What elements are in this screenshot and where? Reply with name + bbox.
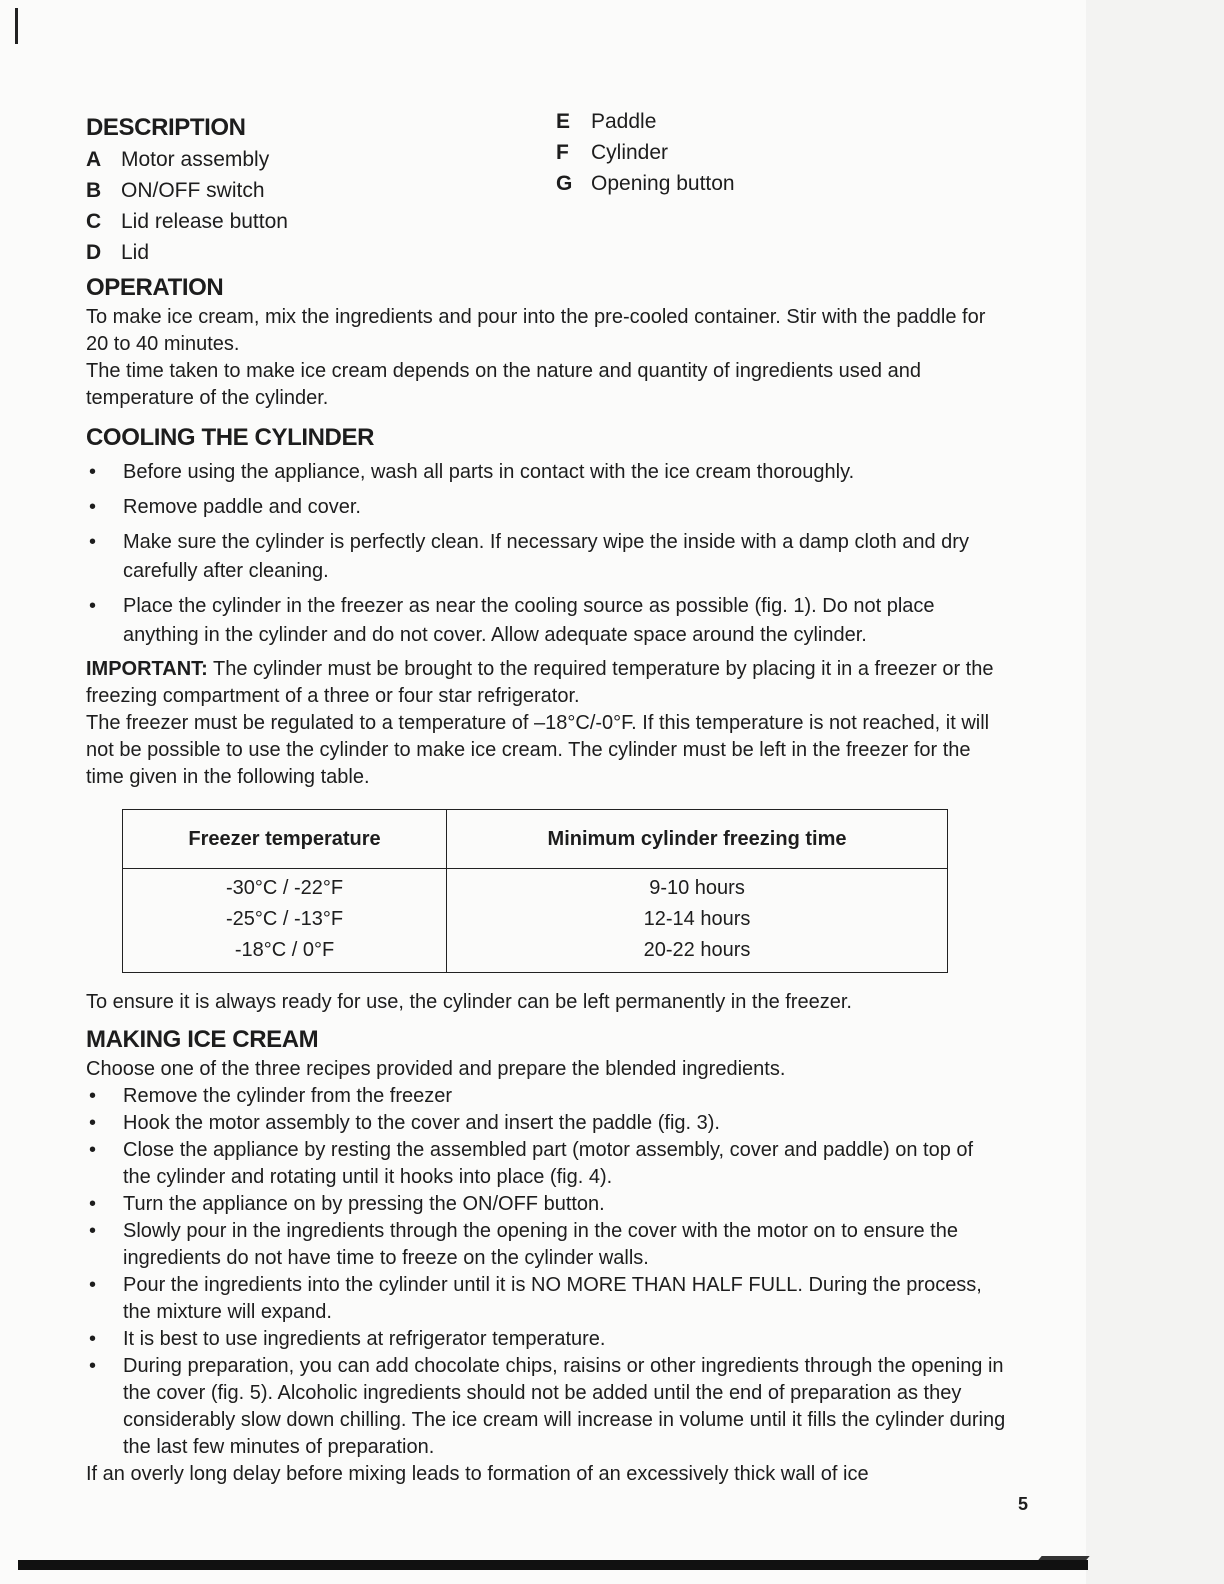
part-item: D Lid: [86, 241, 150, 264]
part-item: B ON/OFF switch: [86, 179, 265, 202]
cooling-heading: COOLING THE CYLINDER: [86, 424, 375, 451]
freezing-time-table: [122, 809, 948, 973]
bottom-scan-edge-tail: [1038, 1556, 1089, 1560]
parts-column-left: [86, 144, 556, 268]
parts-column-right: [556, 106, 735, 268]
description-heading: DESCRIPTION: [86, 114, 246, 141]
list-item: • Make sure the cylinder is perfectly clean. If necessary wipe the inside with a damp cloth and dry carefully after cleaning.: [86, 528, 1006, 586]
page-number: 5: [1018, 1494, 1029, 1514]
table-header: Minimum cylinder freezing time: [447, 810, 948, 869]
operation-section: [86, 272, 1006, 412]
list-item: • Before using the appliance, wash all parts in contact with the ice cream thoroughly.: [86, 458, 1006, 487]
temperature-cell: -30°C / -22°F -25°C / -13°F -18°C / 0°F: [123, 869, 447, 973]
cooling-section: [86, 422, 1006, 1016]
part-item: G Opening button: [556, 172, 735, 195]
list-item: • During preparation, you can add chocolate chips, raisins or other ingredients through the opening in the cover (fig. 5). Alcoholic ingredients should not be added until the end of preparation as they considerably slow down chilling. The ice cream will increase in volume until it fills the cylinder during the last few minutes of preparation.: [86, 1353, 1006, 1461]
list-item: • Hook the motor assembly to the cover and insert the paddle (fig. 3).: [86, 1110, 1006, 1137]
table-header: Freezer temperature: [123, 810, 447, 869]
binding-mark: [15, 8, 18, 44]
operation-heading: OPERATION: [86, 274, 224, 301]
manual-page-content: [86, 112, 1006, 1488]
list-item: • Pour the ingredients into the cylinder until it is NO MORE THAN HALF FULL. During the process, the mixture will expand.: [86, 1272, 1006, 1326]
table-header-row: [123, 810, 948, 869]
part-item: F Cylinder: [556, 141, 669, 164]
part-item: A Motor assembly: [86, 148, 270, 171]
list-item: • Turn the appliance on by pressing the ON/OFF button.: [86, 1191, 1006, 1218]
cooling-steps: [86, 458, 1006, 650]
list-item: • Place the cylinder in the freezer as near the cooling source as possible (fig. 1). Do not place anything in the cylinder and do not cover. Allow adequate space around the cylinder.: [86, 592, 1006, 650]
freezing-time-cell: 9-10 hours 12-14 hours 20-22 hours: [447, 869, 948, 973]
operation-paragraph: To make ice cream, mix the ingredients and pour into the pre-cooled container. Stir with the paddle for 20 to 40 minutes.: [86, 306, 986, 355]
table-row: [123, 869, 948, 973]
list-item: • Close the appliance by resting the assembled part (motor assembly, cover and paddle) on top of the cylinder and rotating until it hooks into place (fig. 4).: [86, 1137, 1006, 1191]
trailing-text: If an overly long delay before mixing leads to formation of an excessively thick wall of ice: [86, 1463, 869, 1485]
operation-paragraph: The time taken to make ice cream depends on the nature and quantity of ingredients used and temperature of the cylinder.: [86, 360, 921, 409]
list-item: • Slowly pour in the ingredients through the opening in the cover with the motor on to ensure the ingredients do not have time to freeze on the cylinder walls.: [86, 1218, 1006, 1272]
making-section: [86, 1024, 1006, 1488]
list-item: • Remove the cylinder from the freezer: [86, 1083, 1006, 1110]
part-item: E Paddle: [556, 110, 657, 133]
important-text: The cylinder must be brought to the required temperature by placing it in a freezer or the freezing compartment of a three or four star refrigerator.: [86, 658, 994, 707]
list-item: • It is best to use ingredients at refrigerator temperature.: [86, 1326, 1006, 1353]
list-item: • Remove paddle and cover.: [86, 493, 1006, 522]
making-heading: MAKING ICE CREAM: [86, 1026, 319, 1053]
important-note: [86, 656, 1006, 710]
description-section: [86, 112, 1006, 268]
part-item: C Lid release button: [86, 210, 288, 233]
making-steps: [86, 1083, 1006, 1461]
page-edge-shade: [1086, 0, 1224, 1584]
after-table-note: To ensure it is always ready for use, the cylinder can be left permanently in the freezer.: [86, 991, 852, 1013]
making-intro: Choose one of the three recipes provided and prepare the blended ingredients.: [86, 1058, 786, 1080]
bottom-scan-edge: [18, 1560, 1088, 1570]
regulation-note: The freezer must be regulated to a temperature of –18°C/-0°F. If this temperature is not reached, it will not be possible to use the cylinder to make ice cream. The cylinder must be left in the freezer for the time given in the following table.: [86, 712, 990, 788]
important-label: IMPORTANT:: [86, 658, 208, 680]
